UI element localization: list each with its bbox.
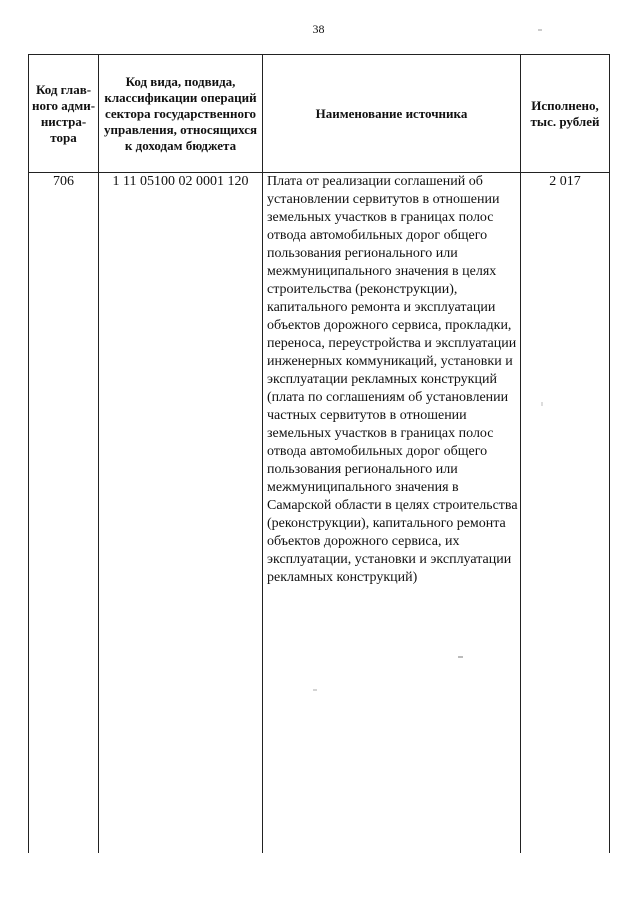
page-number: 38 <box>312 22 325 36</box>
header-source-name <box>263 55 521 173</box>
table-body <box>29 173 610 854</box>
header-executed-label: Исполнено, тыс. рублей <box>530 97 600 129</box>
cell-executed: 2 017 <box>521 173 610 588</box>
header-row <box>29 55 610 173</box>
table-empty-space <box>29 587 610 853</box>
budget-revenue-table <box>28 54 610 853</box>
empty-cell <box>29 587 99 853</box>
cell-kbk-code: 1 11 05100 02 0001 120 <box>99 173 263 588</box>
header-kbk-code <box>99 55 263 173</box>
cell-admin-code: 706 <box>29 173 99 588</box>
header-source-name-label: Наименование источника <box>315 105 468 121</box>
header-kbk-code-label: Код вида, подвида, классификации операций сектора государственного управления, относящихся к доходам бюджета <box>103 73 258 153</box>
table-row <box>29 173 610 588</box>
empty-cell <box>521 587 610 853</box>
cell-source-name: Плата от реализации соглашений об установлении сервитутов в отношении земельных участков в границах полос отвода автомобильных дорог общего пользования регионального или межмуниципального значения в целях строительства (реконструкции), капитального ремонта и эксплуатации объектов дорожного сервиса, прокладки, переноса, переустройства и эксплуатации инженерных коммуникаций, установки и эксплуатации рекламных конструкций (плата по соглашениям об установлении частных сервитутов в отношении земельных участков в границах полос отвода автомобильных дорог общего пользования регионального или межмуниципального значения в Самарской области в целях строительства (реконструкции), капитального ремонта объектов дорожного сервиса, их эксплуатации, установки и эксплуатации рекламных конструкций) <box>263 173 521 588</box>
table-header <box>29 55 610 173</box>
header-admin-code-label: Код глав-ного адми-нистра-тора <box>31 81 96 145</box>
header-admin-code <box>29 55 99 173</box>
empty-cell <box>99 587 263 853</box>
header-executed <box>521 55 610 173</box>
empty-cell <box>263 587 521 853</box>
